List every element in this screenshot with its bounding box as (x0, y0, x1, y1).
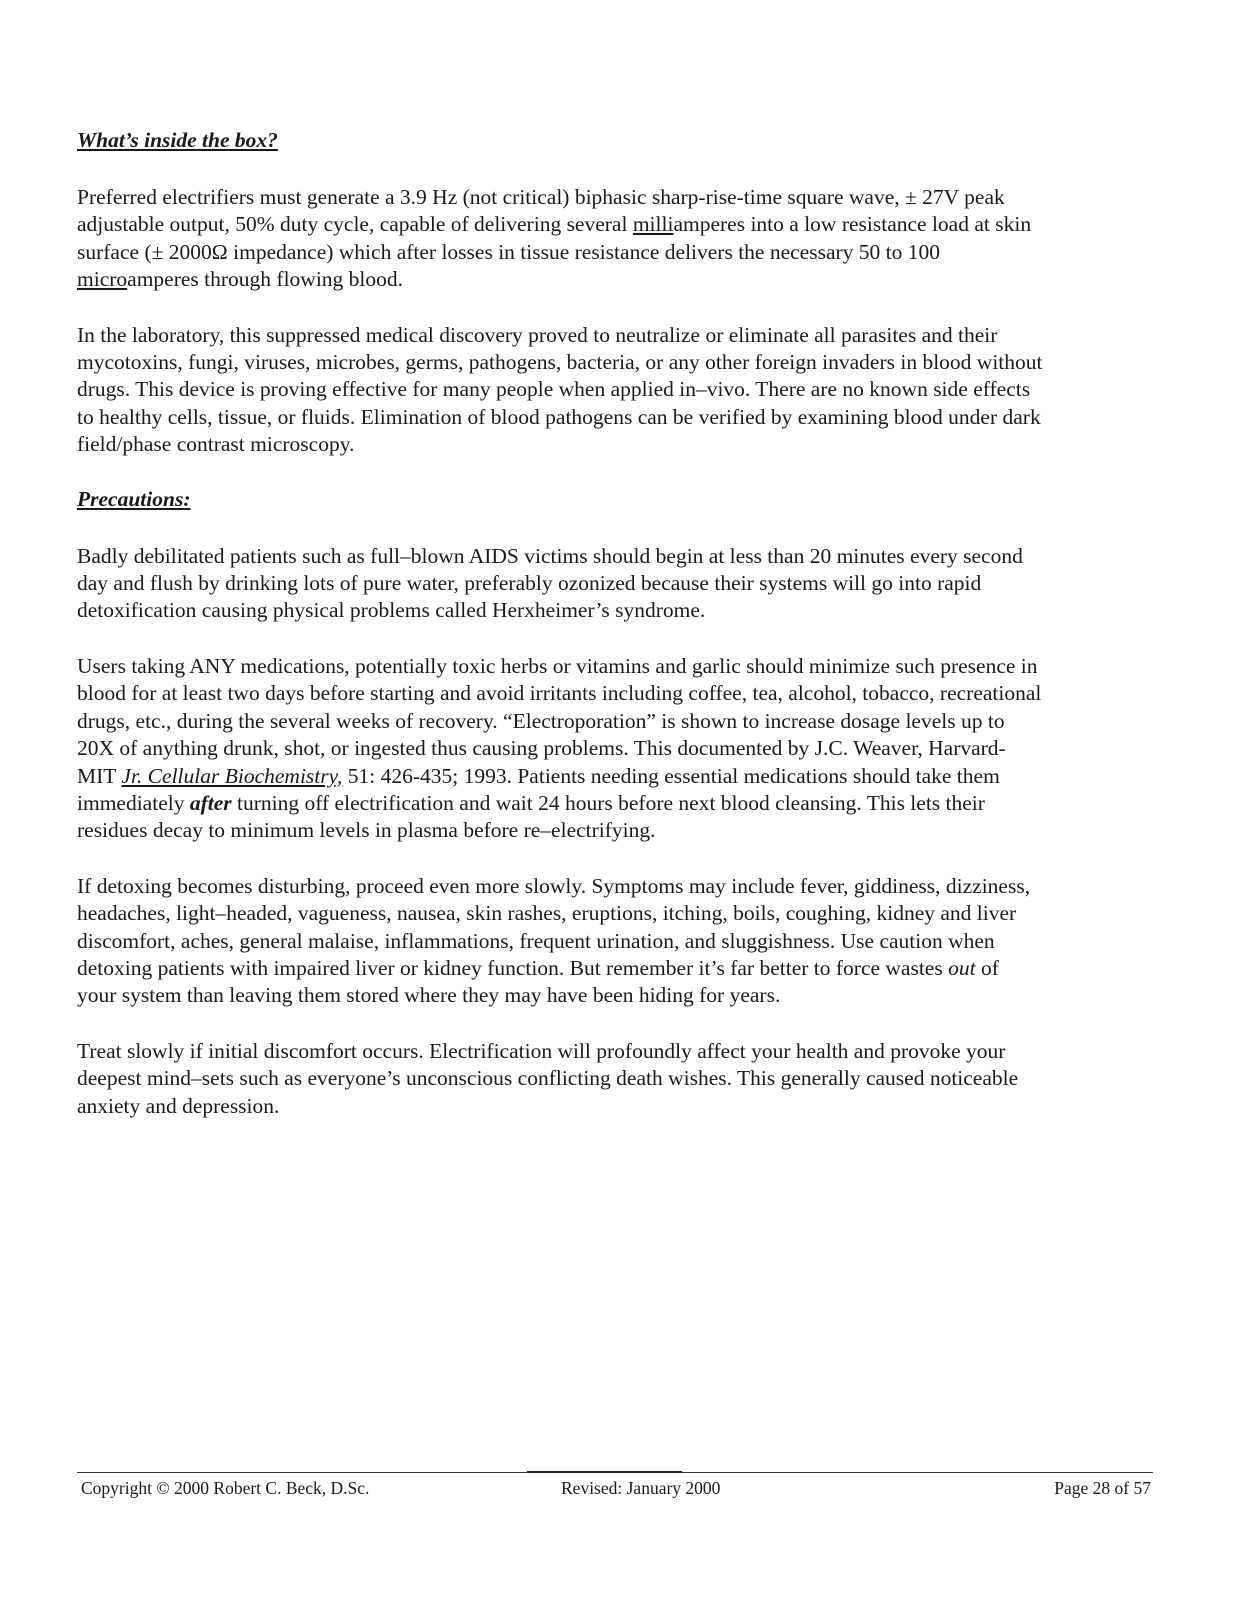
text-line: mycotoxins, fungi, viruses, microbes, germs, pathogens, bacteria, or any other foreign invaders in blood without (77, 350, 1043, 375)
footer-copyright: Copyright © 2000 Robert C. Beck, D.Sc. (81, 1478, 370, 1498)
document-page (77, 126, 1157, 1120)
text-line: surface (± 2000Ω impedance) which after losses in tissue resistance delivers the necessary 50 to 100 (77, 239, 941, 264)
paragraph-detox-symptoms (77, 873, 1157, 1010)
paragraph-medications (77, 653, 1157, 845)
text-line: drugs, etc., during the several weeks of recovery. “Electroporation” is shown to increase dosage levels up to (77, 708, 1005, 733)
text-line: detoxification causing physical problems called Herxheimer’s syndrome. (77, 598, 706, 623)
text-line: Users taking ANY medications, potentially toxic herbs or vitamins and garlic should minimize such presence in (77, 653, 1038, 678)
text-line: microamperes through flowing blood. (77, 267, 404, 292)
paragraph-electrifier-specs (77, 184, 1157, 294)
text-line: blood for at least two days before starting and avoid irritants including coffee, tea, alcohol, tobacco, recreational (77, 681, 1042, 706)
emphasis-after: after (189, 790, 232, 815)
text-line: MIT Jr. Cellular Biochemistry, 51: 426-435; 1993. Patients needing essential medications should take them (77, 763, 1000, 788)
text-line: residues decay to minimum levels in plasma before re–electrifying. (77, 818, 656, 843)
text-line: to healthy cells, tissue, or fluids. Elimination of blood pathogens can be verified by examining blood under dark (77, 404, 1041, 429)
text-line: your system than leaving them stored where they may have been hiding for years. (77, 983, 781, 1008)
footer-revised-date: Revised: January 2000 (561, 1478, 721, 1498)
paragraph-laboratory-results (77, 322, 1157, 459)
text-line: deepest mind–sets such as everyone’s unconscious conflicting death wishes. This generally caused noticeable (77, 1066, 1019, 1091)
text-line: adjustable output, 50% duty cycle, capable of delivering several milliamperes into a low resistance load at skin (77, 212, 1032, 237)
text-line: day and flush by drinking lots of pure water, preferably ozonized because their systems will go into rapid (77, 571, 982, 596)
footer-divider-accent (527, 1471, 682, 1473)
paragraph-treat-slowly (77, 1038, 1157, 1120)
text-line: detoxing patients with impaired liver or kidney function. But remember it’s far better to force wastes out of (77, 955, 999, 980)
text-line: immediately after turning off electrification and wait 24 hours before next blood cleansing. This lets their (77, 790, 985, 815)
text-line: headaches, light–headed, vagueness, nausea, skin rashes, eruptions, itching, boils, coughing, kidney and liver (77, 901, 1017, 926)
text-line: Treat slowly if initial discomfort occurs. Electrification will profoundly affect your health and provoke your (77, 1038, 1006, 1063)
text-line: If detoxing becomes disturbing, proceed even more slowly. Symptoms may include fever, giddiness, dizziness, (77, 873, 1031, 898)
paragraph-debilitated-patients (77, 543, 1157, 625)
underlined-term: milli (632, 212, 674, 237)
journal-citation: Jr. Cellular Biochemistry, (121, 763, 343, 788)
text-line: discomfort, aches, general malaise, inflammations, frequent urination, and sluggishness. Use caution when (77, 928, 995, 953)
emphasis-out: out (948, 955, 976, 980)
text-line: field/phase contrast microscopy. (77, 432, 355, 457)
section-heading-precautions: Precautions: (77, 486, 191, 511)
footer-page-number: Page 28 of 57 (1054, 1478, 1151, 1498)
text-line: In the laboratory, this suppressed medical discovery proved to neutralize or eliminate all parasites and their (77, 322, 998, 347)
text-line: drugs. This device is proving effective for many people when applied in–vivo. There are no known side effects (77, 377, 1031, 402)
section-heading-whats-inside: What’s inside the box? (77, 128, 278, 152)
text-line: Preferred electrifiers must generate a 3.9 Hz (not critical) biphasic sharp-rise-time square wave, ± 27V peak (77, 185, 1005, 209)
text-line: Badly debilitated patients such as full–blown AIDS victims should begin at less than 20 minutes every second (77, 543, 1023, 568)
text-line: anxiety and depression. (77, 1093, 280, 1118)
underlined-term: micro (77, 267, 128, 292)
text-line: 20X of anything drunk, shot, or ingested thus causing problems. This documented by J.C. Weaver, Harvard- (77, 736, 1006, 761)
